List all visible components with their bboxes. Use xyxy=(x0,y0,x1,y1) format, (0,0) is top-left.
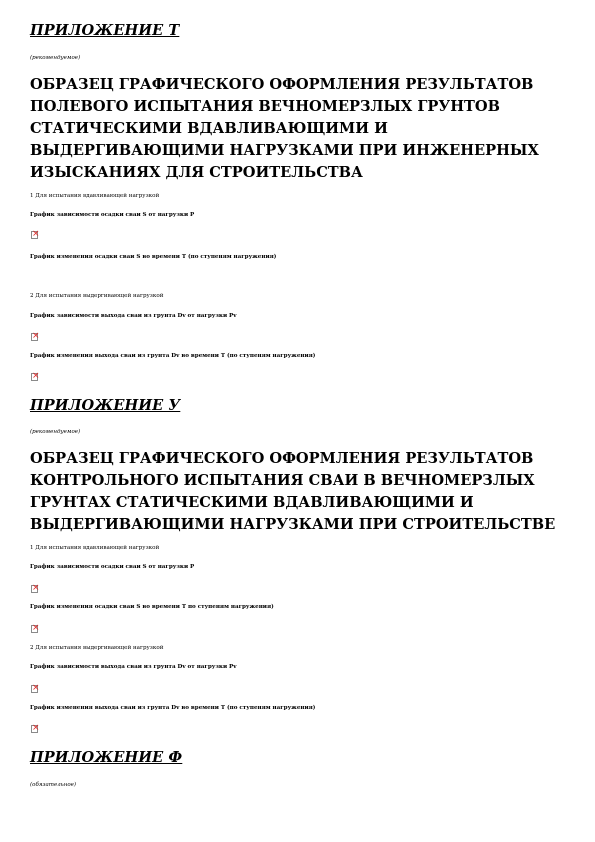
appendix-status-note: (рекомендуемое) xyxy=(30,55,81,61)
heading-line: ВЫДЕРГИВАЮЩИМИ НАГРУЗКАМИ ПРИ СТРОИТЕЛЬСТВЕ xyxy=(30,516,556,533)
figure-caption: График изменения выхода сваи из грунта Dv во времени T (по ступеням нагружения) xyxy=(30,353,316,359)
figure-caption: График зависимости осадки сваи S от нагрузки P xyxy=(30,564,195,570)
figure-caption: График изменения осадки сваи S во времени T (по ступеням нагружения) xyxy=(30,254,277,260)
heading-line: ВЫДЕРГИВАЮЩИМИ НАГРУЗКАМИ ПРИ ИНЖЕНЕРНЫХ xyxy=(30,142,539,159)
broken-image-icon xyxy=(31,585,38,593)
appendix-heading xyxy=(30,448,570,536)
heading-line: ГРУНТАХ СТАТИЧЕСКИМИ ВДАВЛИВАЮЩИМИ И xyxy=(30,494,474,511)
figure-caption: График зависимости выхода сваи из грунта Dv от нагрузки Pv xyxy=(30,664,237,670)
broken-image-icon xyxy=(31,625,38,633)
subsection-label: 1 Для испытания вдавливающей нагрузкой xyxy=(30,193,160,199)
figure-caption: График зависимости выхода сваи из грунта Dv от нагрузки Pv xyxy=(30,313,237,319)
appendix-heading xyxy=(30,74,570,184)
broken-image-icon xyxy=(31,373,38,381)
appendix-title: ПРИЛОЖЕНИЕ У xyxy=(30,397,181,414)
subsection-label: 1 Для испытания вдавливающей нагрузкой xyxy=(30,545,160,551)
subsection-label: 2 Для испытания выдергивающей нагрузкой xyxy=(30,645,164,651)
figure-caption: График изменения выхода сваи из грунта Dv во времени T (по ступеням нагружения) xyxy=(30,705,316,711)
heading-line: СТАТИЧЕСКИМИ ВДАВЛИВАЮЩИМИ И xyxy=(30,120,388,137)
heading-line: ОБРАЗЕЦ ГРАФИЧЕСКОГО ОФОРМЛЕНИЯ РЕЗУЛЬТАТОВ xyxy=(30,450,534,467)
subsection-label: 2 Для испытания выдергивающей нагрузкой xyxy=(30,293,164,299)
heading-line: КОНТРОЛЬНОГО ИСПЫТАНИЯ СВАИ В ВЕЧНОМЕРЗЛЫХ xyxy=(30,472,535,489)
figure-caption: График изменения осадки сваи S во времени T по ступеням нагружения) xyxy=(30,604,274,610)
appendix-title: ПРИЛОЖЕНИЕ Т xyxy=(30,22,180,39)
broken-image-icon xyxy=(31,685,38,693)
broken-image-icon xyxy=(31,333,38,341)
broken-image-icon xyxy=(31,231,38,239)
appendix-status-note: (обязательное) xyxy=(30,782,77,788)
appendix-status-note: (рекомендуемое) xyxy=(30,429,81,435)
heading-line: ОБРАЗЕЦ ГРАФИЧЕСКОГО ОФОРМЛЕНИЯ РЕЗУЛЬТАТОВ xyxy=(30,76,534,93)
figure-caption: График зависимости осадки сваи S от нагрузки P xyxy=(30,212,195,218)
heading-line: ПОЛЕВОГО ИСПЫТАНИЯ ВЕЧНОМЕРЗЛЫХ ГРУНТОВ xyxy=(30,98,500,115)
broken-image-icon xyxy=(31,725,38,733)
heading-line: ИЗЫСКАНИЯХ ДЛЯ СТРОИТЕЛЬСТВА xyxy=(30,164,363,181)
appendix-title: ПРИЛОЖЕНИЕ Ф xyxy=(30,749,183,766)
